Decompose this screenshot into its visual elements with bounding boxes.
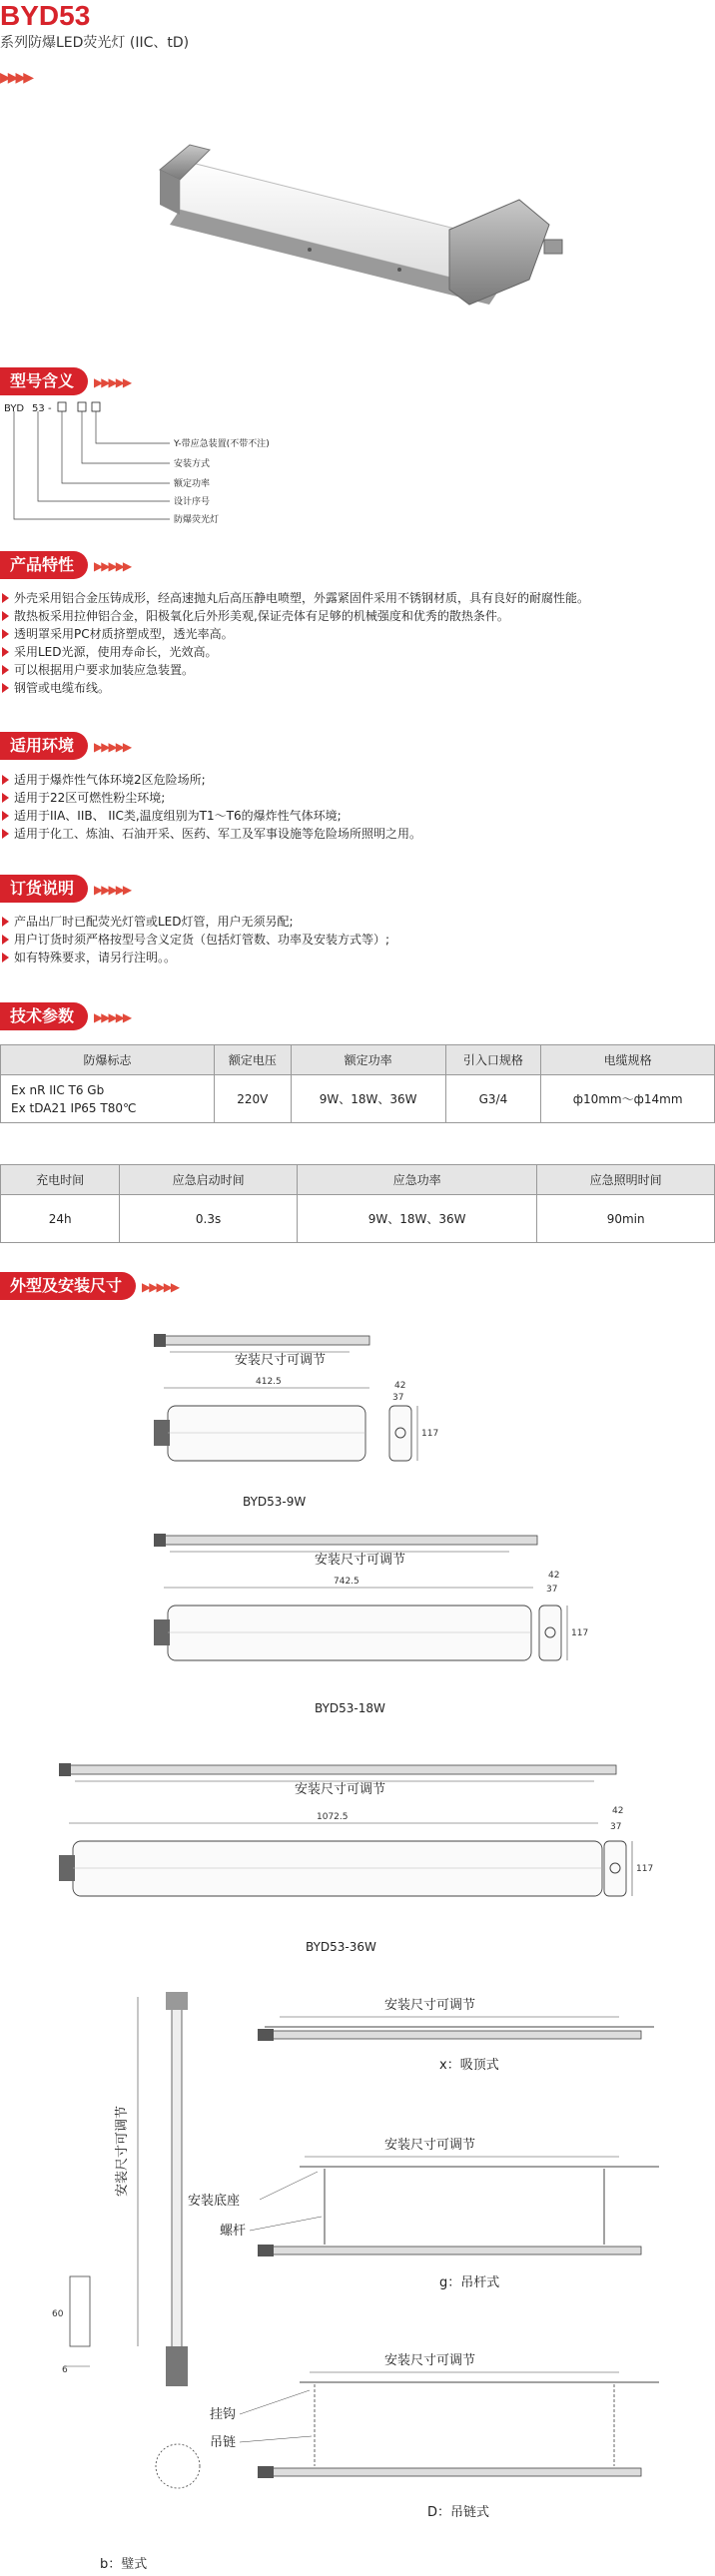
environment-list bbox=[0, 771, 421, 843]
table-header: 应急功率 bbox=[297, 1165, 536, 1195]
table-header: 额定电压 bbox=[214, 1045, 291, 1075]
section-params: 技术参数 ▶▶▶▶▶ bbox=[0, 1002, 130, 1030]
caption-g: g：吊杆式 bbox=[439, 2275, 500, 2290]
section-params-title: 技术参数 bbox=[0, 1002, 88, 1030]
ordering-item: 如有特殊要求，请另行注明。。 bbox=[0, 949, 389, 966]
rod-install-label: 安装尺寸可调节 bbox=[384, 2138, 476, 2153]
feature-item: 可以根据用户要求加装应急装置。 bbox=[0, 661, 589, 679]
dim-37: 37 bbox=[610, 1822, 622, 1832]
length-36w: 1072.5 bbox=[317, 1812, 349, 1822]
model-legend-3: 额定功率 bbox=[174, 479, 211, 489]
section-environment-title: 适用环境 bbox=[0, 732, 88, 760]
feature-item: 透明罩采用PC材质挤塑成型，透光率高。 bbox=[0, 625, 589, 643]
base-label: 安装底座 bbox=[188, 2194, 241, 2209]
section-chevrons: ▶▶▶▶▶ bbox=[94, 374, 131, 389]
section-model-title: 型号含义 bbox=[0, 367, 88, 395]
model-code-diagram bbox=[0, 399, 320, 529]
table-cell: 24h bbox=[1, 1195, 120, 1243]
dim-117: 117 bbox=[636, 1864, 654, 1874]
dim-60: 60 bbox=[52, 2309, 64, 2319]
table-header: 电缆规格 bbox=[541, 1045, 715, 1075]
model-label-9w: BYD53-9W bbox=[243, 1495, 307, 1509]
length-9w: 412.5 bbox=[256, 1377, 282, 1387]
section-features: 产品特性 ▶▶▶▶▶ bbox=[0, 551, 130, 579]
features-list bbox=[0, 589, 589, 697]
table-cell-marking: Ex nR IIC T6 Gb Ex tDA21 IP65 T80℃ bbox=[1, 1075, 215, 1123]
section-model bbox=[0, 367, 130, 395]
table-cell: 9W、18W、36W bbox=[291, 1075, 445, 1123]
table-cell: 220V bbox=[214, 1075, 291, 1123]
environment-item: 适用于爆炸性气体环境2区危险场所; bbox=[0, 771, 421, 789]
dim-6: 6 bbox=[62, 2365, 68, 2375]
dim-117: 117 bbox=[421, 1429, 439, 1439]
model-label-18w: BYD53-18W bbox=[315, 1701, 385, 1715]
table-header: 应急启动时间 bbox=[120, 1165, 298, 1195]
model-legend-2: 安装方式 bbox=[174, 459, 211, 469]
section-environment: 适用环境 ▶▶▶▶▶ bbox=[0, 732, 130, 760]
drawing-36w bbox=[55, 1757, 654, 1937]
environment-item: 适用于IIA、IIB、 IIC类,温度组别为T1～T6的爆炸性气体环境; bbox=[0, 807, 421, 825]
table-cell: ф10mm～ф14mm bbox=[541, 1075, 715, 1123]
model-code-prefix: BYD bbox=[4, 403, 25, 414]
vertical-install-label: 安装尺寸可调节 bbox=[115, 2105, 130, 2197]
chain-install-label: 安装尺寸可调节 bbox=[384, 2353, 476, 2368]
table-header: 防爆标志 bbox=[1, 1045, 215, 1075]
dim-117: 117 bbox=[571, 1628, 589, 1638]
hook-label: 挂钩 bbox=[210, 2407, 237, 2422]
dim-42: 42 bbox=[612, 1806, 624, 1816]
table-cell: G3/4 bbox=[445, 1075, 541, 1123]
install-size-label: 安装尺寸可调节 bbox=[315, 1553, 406, 1568]
table-header: 引入口规格 bbox=[445, 1045, 541, 1075]
ordering-list bbox=[0, 913, 389, 966]
ordering-item: 产品出厂时已配荧光灯管或LED灯管，用户无须另配; bbox=[0, 913, 389, 931]
drawing-9w bbox=[150, 1328, 449, 1498]
model-code-dash: - bbox=[48, 403, 52, 414]
table-header: 应急照明时间 bbox=[537, 1165, 715, 1195]
table-cell: 0.3s bbox=[120, 1195, 298, 1243]
decorative-arrows: ▶▶▶▶ bbox=[0, 70, 32, 86]
section-dimensions: 外型及安装尺寸 ▶▶▶▶▶ bbox=[0, 1272, 178, 1300]
table-cell: 9W、18W、36W bbox=[297, 1195, 536, 1243]
section-features-title: 产品特性 bbox=[0, 551, 88, 579]
model-label-36w: BYD53-36W bbox=[306, 1940, 376, 1954]
dim-37: 37 bbox=[546, 1585, 558, 1595]
feature-item: 采用LED光源，使用寿命长，光效高。 bbox=[0, 643, 589, 661]
caption-x: x：吸顶式 bbox=[439, 2058, 499, 2073]
dim-42: 42 bbox=[548, 1571, 560, 1581]
model-legend-1: Y-带应急装置(不带不注) bbox=[174, 439, 270, 449]
model-legend-5: 防爆荧光灯 bbox=[174, 515, 220, 525]
section-ordering-title: 订货说明 bbox=[0, 875, 88, 903]
feature-item: 散热板采用拉伸铝合金，阳极氧化后外形美观,保证壳体有足够的机械强度和优秀的散热条件。 bbox=[0, 607, 589, 625]
caption-b: b：璧式 bbox=[100, 2557, 148, 2572]
section-dimensions-title: 外型及安装尺寸 bbox=[0, 1272, 136, 1300]
table-header: 充电时间 bbox=[1, 1165, 120, 1195]
ceiling-install-label: 安装尺寸可调节 bbox=[384, 1998, 476, 2013]
feature-item: 钢管或电缆布线。 bbox=[0, 679, 589, 697]
model-code-series: 53 bbox=[32, 403, 45, 414]
dim-37: 37 bbox=[392, 1393, 404, 1403]
install-size-label: 安装尺寸可调节 bbox=[235, 1353, 327, 1368]
caption-d: D：吊链式 bbox=[427, 2505, 490, 2520]
model-legend-4: 设计序号 bbox=[174, 497, 211, 507]
product-image bbox=[150, 140, 569, 329]
spec-table-1 bbox=[0, 1044, 715, 1123]
spec-table-2 bbox=[0, 1164, 715, 1243]
install-size-label: 安装尺寸可调节 bbox=[295, 1782, 386, 1797]
rod-label: 螺杆 bbox=[220, 2224, 247, 2239]
environment-item: 适用于22区可燃性粉尘环境; bbox=[0, 789, 421, 807]
section-ordering: 订货说明 ▶▶▶▶▶ bbox=[0, 875, 130, 903]
length-18w: 742.5 bbox=[334, 1577, 359, 1587]
drawing-18w bbox=[150, 1528, 589, 1697]
feature-item: 外壳采用铝合金压铸成形，经高速抛丸后高压静电喷塑，外露紧固件采用不锈钢材质，具有良好的耐腐性能。 bbox=[0, 589, 589, 607]
mounting-drawings bbox=[0, 1987, 715, 2576]
table-cell: 90min bbox=[537, 1195, 715, 1243]
environment-item: 适用于化工、炼油、石油开采、医药、军工及军事设施等危险场所照明之用。 bbox=[0, 825, 421, 843]
dim-42: 42 bbox=[394, 1381, 406, 1391]
ordering-item: 用户订货时须严格按型号含义定货（包括灯管数、功率及安装方式等）; bbox=[0, 931, 389, 949]
chain-label: 吊链 bbox=[210, 2435, 237, 2450]
page-subtitle: 系列防爆LED荧光灯 (IIC、tD) bbox=[0, 35, 190, 51]
page-title: BYD53 bbox=[0, 0, 91, 31]
table-header: 额定功率 bbox=[291, 1045, 445, 1075]
